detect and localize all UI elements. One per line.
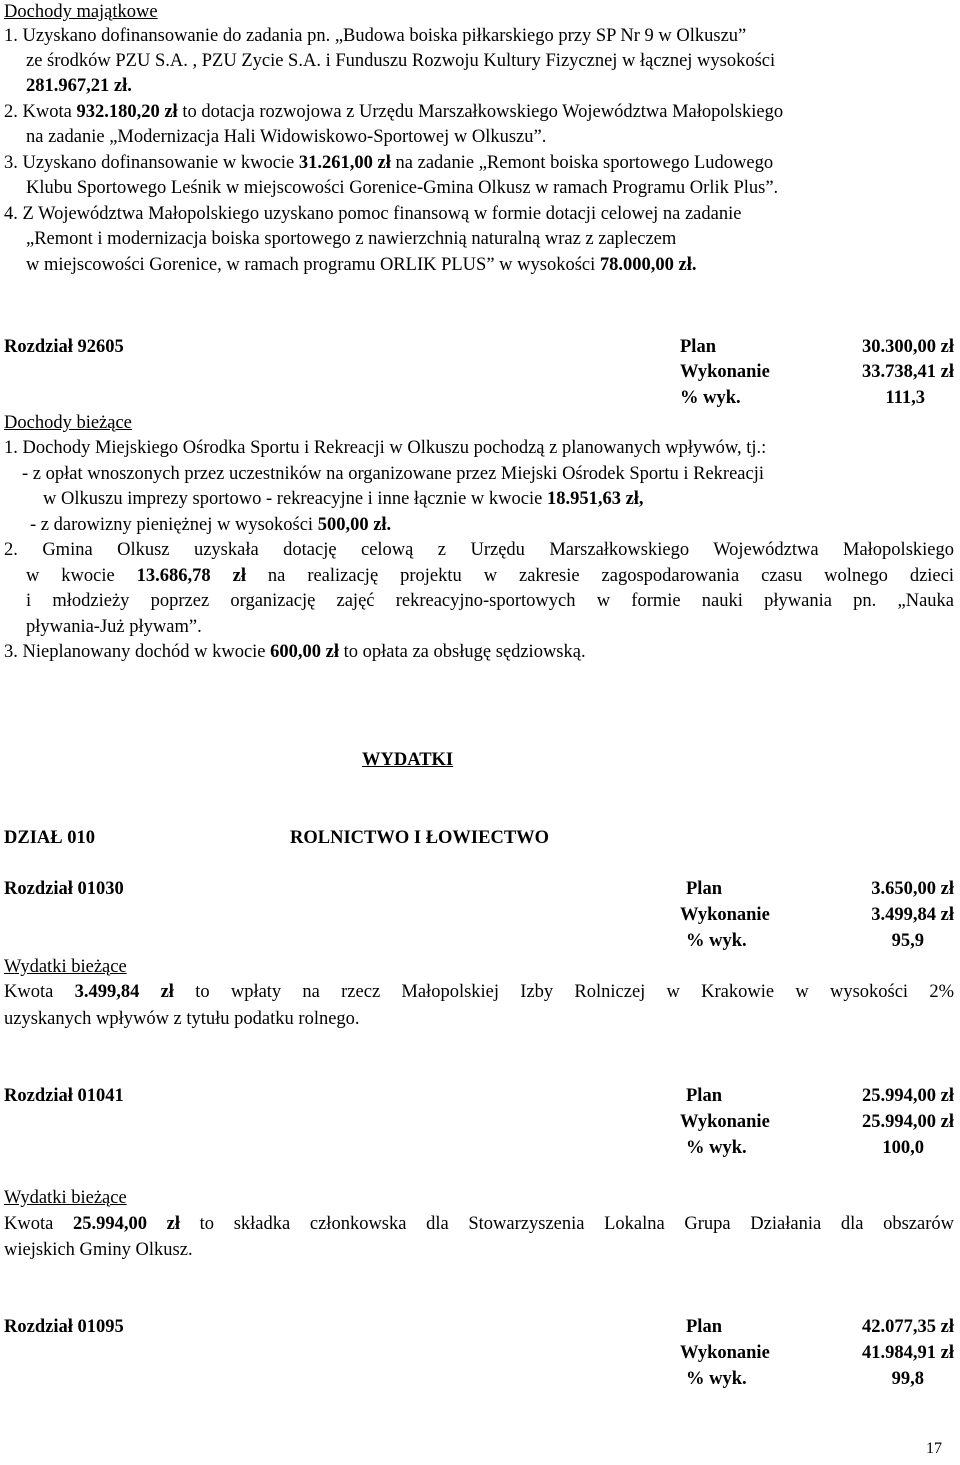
execution-value: 25.994,00 zł — [862, 1112, 954, 1132]
plan-value: 42.077,35 zł — [862, 1317, 954, 1337]
percent-value: 100,0 — [882, 1138, 924, 1158]
paragraph-line: „Remont i modernizacja boiska sportowego z nawierzchnią naturalną wraz z zapleczem — [26, 229, 677, 249]
paragraph-line: Kwota 25.994,00 zł to składka członkowska dla Stowarzyszenia Lokalna Grupa Działania dla obszarów — [4, 1214, 954, 1234]
paragraph-line: uzyskanych wpływów z tytułu podatku rolnego. — [4, 1009, 360, 1029]
paragraph-line: i młodzieży poprzez organizację zajęć rekreacyjno-sportowych w formie nauki pływania pn. „Nauka — [26, 591, 954, 611]
dzial-name: ROLNICTWO I ŁOWIECTWO — [290, 828, 550, 848]
paragraph-line: 2. Kwota 932.180,20 zł to dotacja rozwojowa z Urzędu Marszałkowskiego Województwa Małopolskiego — [4, 102, 784, 122]
percent-value: 95,9 — [891, 931, 924, 951]
execution-value: 41.984,91 zł — [862, 1343, 954, 1363]
percent-label: % wyk. — [686, 1369, 747, 1389]
expenses-title: WYDATKI — [362, 750, 454, 770]
paragraph-line: 3. Nieplanowany dochód w kwocie 600,00 zł to opłata za obsługę sędziowską. — [4, 642, 586, 662]
execution-label: Wykonanie — [680, 905, 770, 925]
paragraph-line: 3. Uzyskano dofinansowanie w kwocie 31.261,00 zł na zadanie „Remont boiska sportowego Ludowego — [4, 153, 774, 173]
percent-label: % wyk. — [686, 1138, 747, 1158]
plan-label: Plan — [680, 337, 716, 357]
plan-value: 30.300,00 zł — [862, 337, 954, 357]
paragraph-line: wiejskich Gminy Olkusz. — [4, 1240, 193, 1260]
section-title-92605: Rozdział 92605 — [4, 337, 124, 357]
subheading-current-expenses: Wydatki bieżące — [4, 957, 127, 977]
execution-label: Wykonanie — [680, 1112, 770, 1132]
execution-value: 3.499,84 zł — [871, 905, 954, 925]
execution-value: 33.738,41 zł — [862, 362, 954, 382]
section-heading-capital-income: Dochody majątkowe — [4, 2, 158, 22]
dzial-label: DZIAŁ 010 — [4, 828, 95, 848]
page-number: 17 — [926, 1440, 942, 1457]
plan-value: 3.650,00 zł — [871, 879, 954, 899]
paragraph-line: w Olkuszu imprezy sportowo - rekreacyjne i inne łącznie w kwocie 18.951,63 zł, — [43, 489, 644, 509]
paragraph-line: 1. Uzyskano dofinansowanie do zadania pn. „Budowa boiska piłkarskiego przy SP Nr 9 w Olkuszu” — [4, 26, 747, 46]
percent-value: 99,8 — [891, 1369, 924, 1389]
execution-label: Wykonanie — [680, 1343, 770, 1363]
paragraph-line: w miejscowości Gorenice, w ramach programu ORLIK PLUS” w wysokości 78.000,00 zł. — [26, 255, 697, 275]
paragraph-line: na zadanie „Modernizacja Hali Widowiskowo-Sportowej w Olkuszu”. — [26, 127, 547, 147]
percent-value: 111,3 — [885, 388, 925, 408]
percent-label: % wyk. — [686, 931, 747, 951]
percent-label: % wyk. — [680, 388, 741, 408]
paragraph-line: w kwocie 13.686,78 zł na realizację projektu w zakresie zagospodarowania czasu wolnego dzieci — [26, 566, 954, 586]
plan-label: Plan — [686, 1086, 722, 1106]
paragraph-line: Klubu Sportowego Leśnik w miejscowości Gorenice-Gmina Olkusz w ramach Programu Orlik Plus”. — [26, 178, 779, 198]
subheading-current-income: Dochody bieżące — [4, 413, 132, 433]
paragraph-line: - z opłat wnoszonych przez uczestników na organizowane przez Miejski Ośrodek Sportu i Rekreacji — [22, 464, 764, 484]
section-title-01095: Rozdział 01095 — [4, 1317, 124, 1337]
plan-value: 25.994,00 zł — [862, 1086, 954, 1106]
plan-label: Plan — [686, 1317, 722, 1337]
section-title-01030: Rozdział 01030 — [4, 879, 124, 899]
section-title-01041: Rozdział 01041 — [4, 1086, 124, 1106]
paragraph-line: 4. Z Województwa Małopolskiego uzyskano pomoc finansową w formie dotacji celowej na zadanie — [4, 204, 742, 224]
paragraph-line: 2. Gmina Olkusz uzyskała dotację celową z Urzędu Marszałkowskiego Województwa Małopolskiego — [4, 540, 954, 560]
paragraph-line: pływania-Już pływam”. — [26, 617, 202, 637]
plan-label: Plan — [686, 879, 722, 899]
paragraph-line: Kwota 3.499,84 zł to wpłaty na rzecz Małopolskiej Izby Rolniczej w Krakowie w wysokości 2% — [4, 982, 954, 1002]
paragraph-line: 1. Dochody Miejskiego Ośrodka Sportu i Rekreacji w Olkuszu pochodzą z planowanych wpływów, tj.: — [4, 438, 767, 458]
amount: 281.967,21 zł. — [26, 76, 132, 96]
paragraph-line: ze środków PZU S.A. , PZU Zycie S.A. i Funduszu Rozwoju Kultury Fizycznej w łącznej wysokości — [26, 51, 776, 71]
paragraph-line: - z darowizny pieniężnej w wysokości 500,00 zł. — [30, 515, 392, 535]
subheading-current-expenses: Wydatki bieżące — [4, 1188, 127, 1208]
execution-label: Wykonanie — [680, 362, 770, 382]
